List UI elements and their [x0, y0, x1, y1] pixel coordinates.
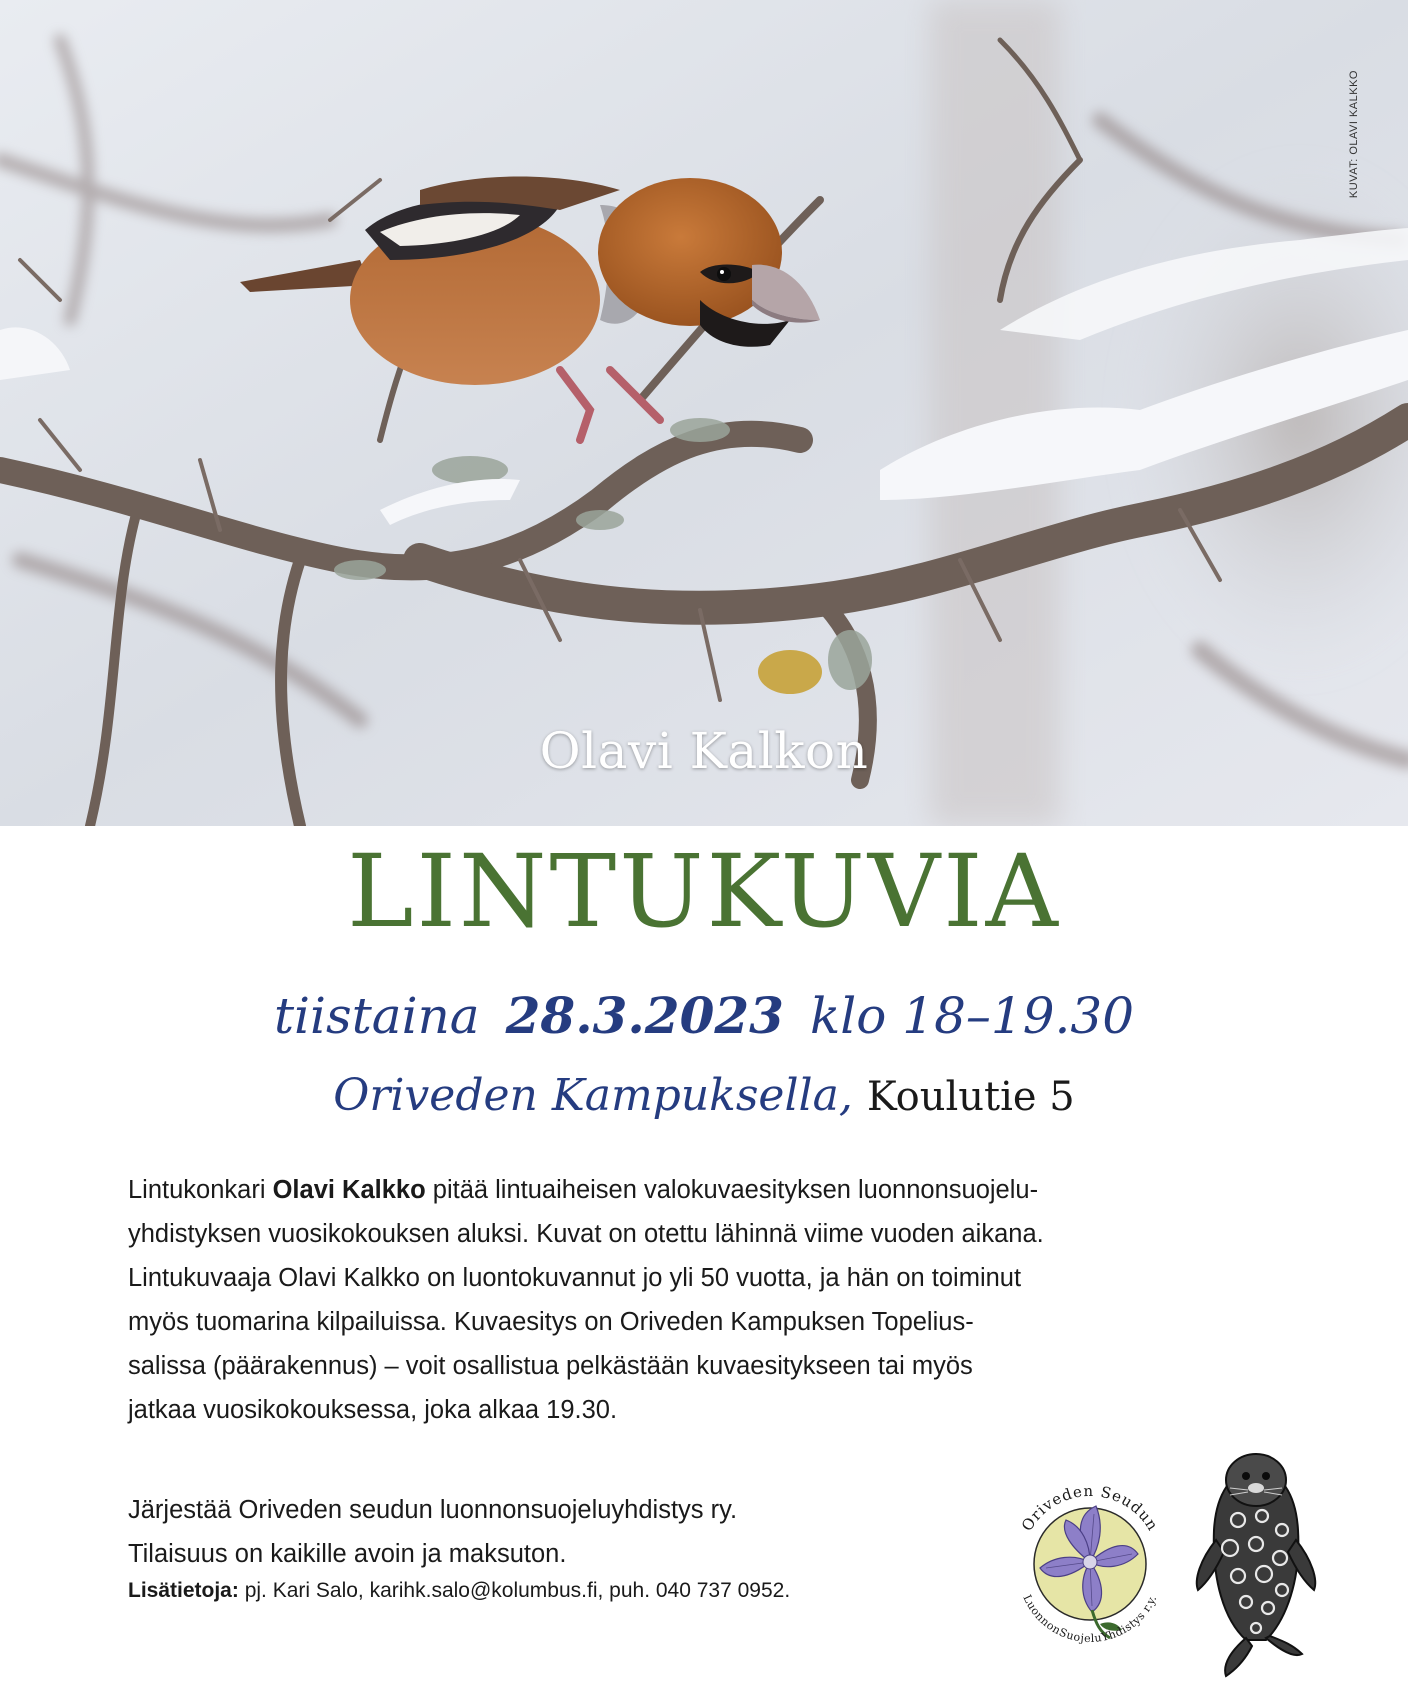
description	[128, 1168, 1288, 1432]
contact-info	[128, 1576, 790, 1606]
contact-label: Lisätietoja:	[128, 1579, 239, 1602]
speaker-name: Olavi Kalkko	[272, 1176, 426, 1204]
logo-top-text: Oriveden Seudun	[1017, 1481, 1163, 1535]
description-line: Lintukuvaaja Olavi Kalkko on luontokuvannut jo yli 50 vuotta, ja hän on toiminut	[128, 1264, 1022, 1292]
place-line	[0, 1072, 1408, 1120]
hero-photo	[0, 0, 1408, 826]
description-line: myös tuomarina kilpailuissa. Kuvaesitys on Oriveden Kampuksen Topelius-	[128, 1308, 974, 1336]
organizer-line: Tilaisuus on kaikille avoin ja maksuton.	[128, 1540, 567, 1568]
venue: Oriveden Kampuksella,	[333, 1070, 853, 1121]
event-time: klo 18–19.30	[809, 987, 1135, 1045]
organizer-line: Järjestää Oriveden seudun luonnonsuojeluyhdistys ry.	[128, 1496, 738, 1524]
organizer-info	[128, 1488, 737, 1576]
description-line: jatkaa vuosikokouksessa, joka alkaa 19.30.	[128, 1396, 618, 1424]
description-line: salissa (päärakennus) – voit osallistua pelkästään kuvaesitykseen tai myös	[128, 1352, 973, 1380]
clematis-flower-icon	[1000, 1474, 1180, 1654]
speaker-heading: Olavi Kalkon	[539, 722, 869, 780]
page-title: LINTUKUVIA	[347, 833, 1061, 950]
event-date: 28.3.2023	[505, 986, 784, 1045]
address: Koulutie 5	[866, 1074, 1075, 1120]
description-line: yhdistyksen vuosikokouksen aluksi. Kuvat on otettu lähinnä viime vuoden aikana.	[128, 1220, 1044, 1248]
weekday: tiistaina	[273, 987, 480, 1045]
seal-logo	[1186, 1440, 1326, 1685]
logo-bottom-text: LuonnonSuojeluYhdistys r.y.	[1020, 1592, 1160, 1646]
hawfinch-photo	[0, 0, 1408, 826]
photo-credit: KUVAT: OLAVI KALKKO	[1348, 70, 1360, 199]
date-line	[0, 988, 1408, 1044]
association-logo	[1000, 1474, 1180, 1659]
ringed-seal-icon	[1186, 1440, 1326, 1680]
contact-details: pj. Kari Salo, karihk.salo@kolumbus.fi, puh. 040 737 0952.	[238, 1579, 791, 1602]
description-line: Lintukonkari Olavi Kalkko pitää lintuaiheisen valokuvaesityksen luonnonsuojelu-	[128, 1176, 1039, 1204]
